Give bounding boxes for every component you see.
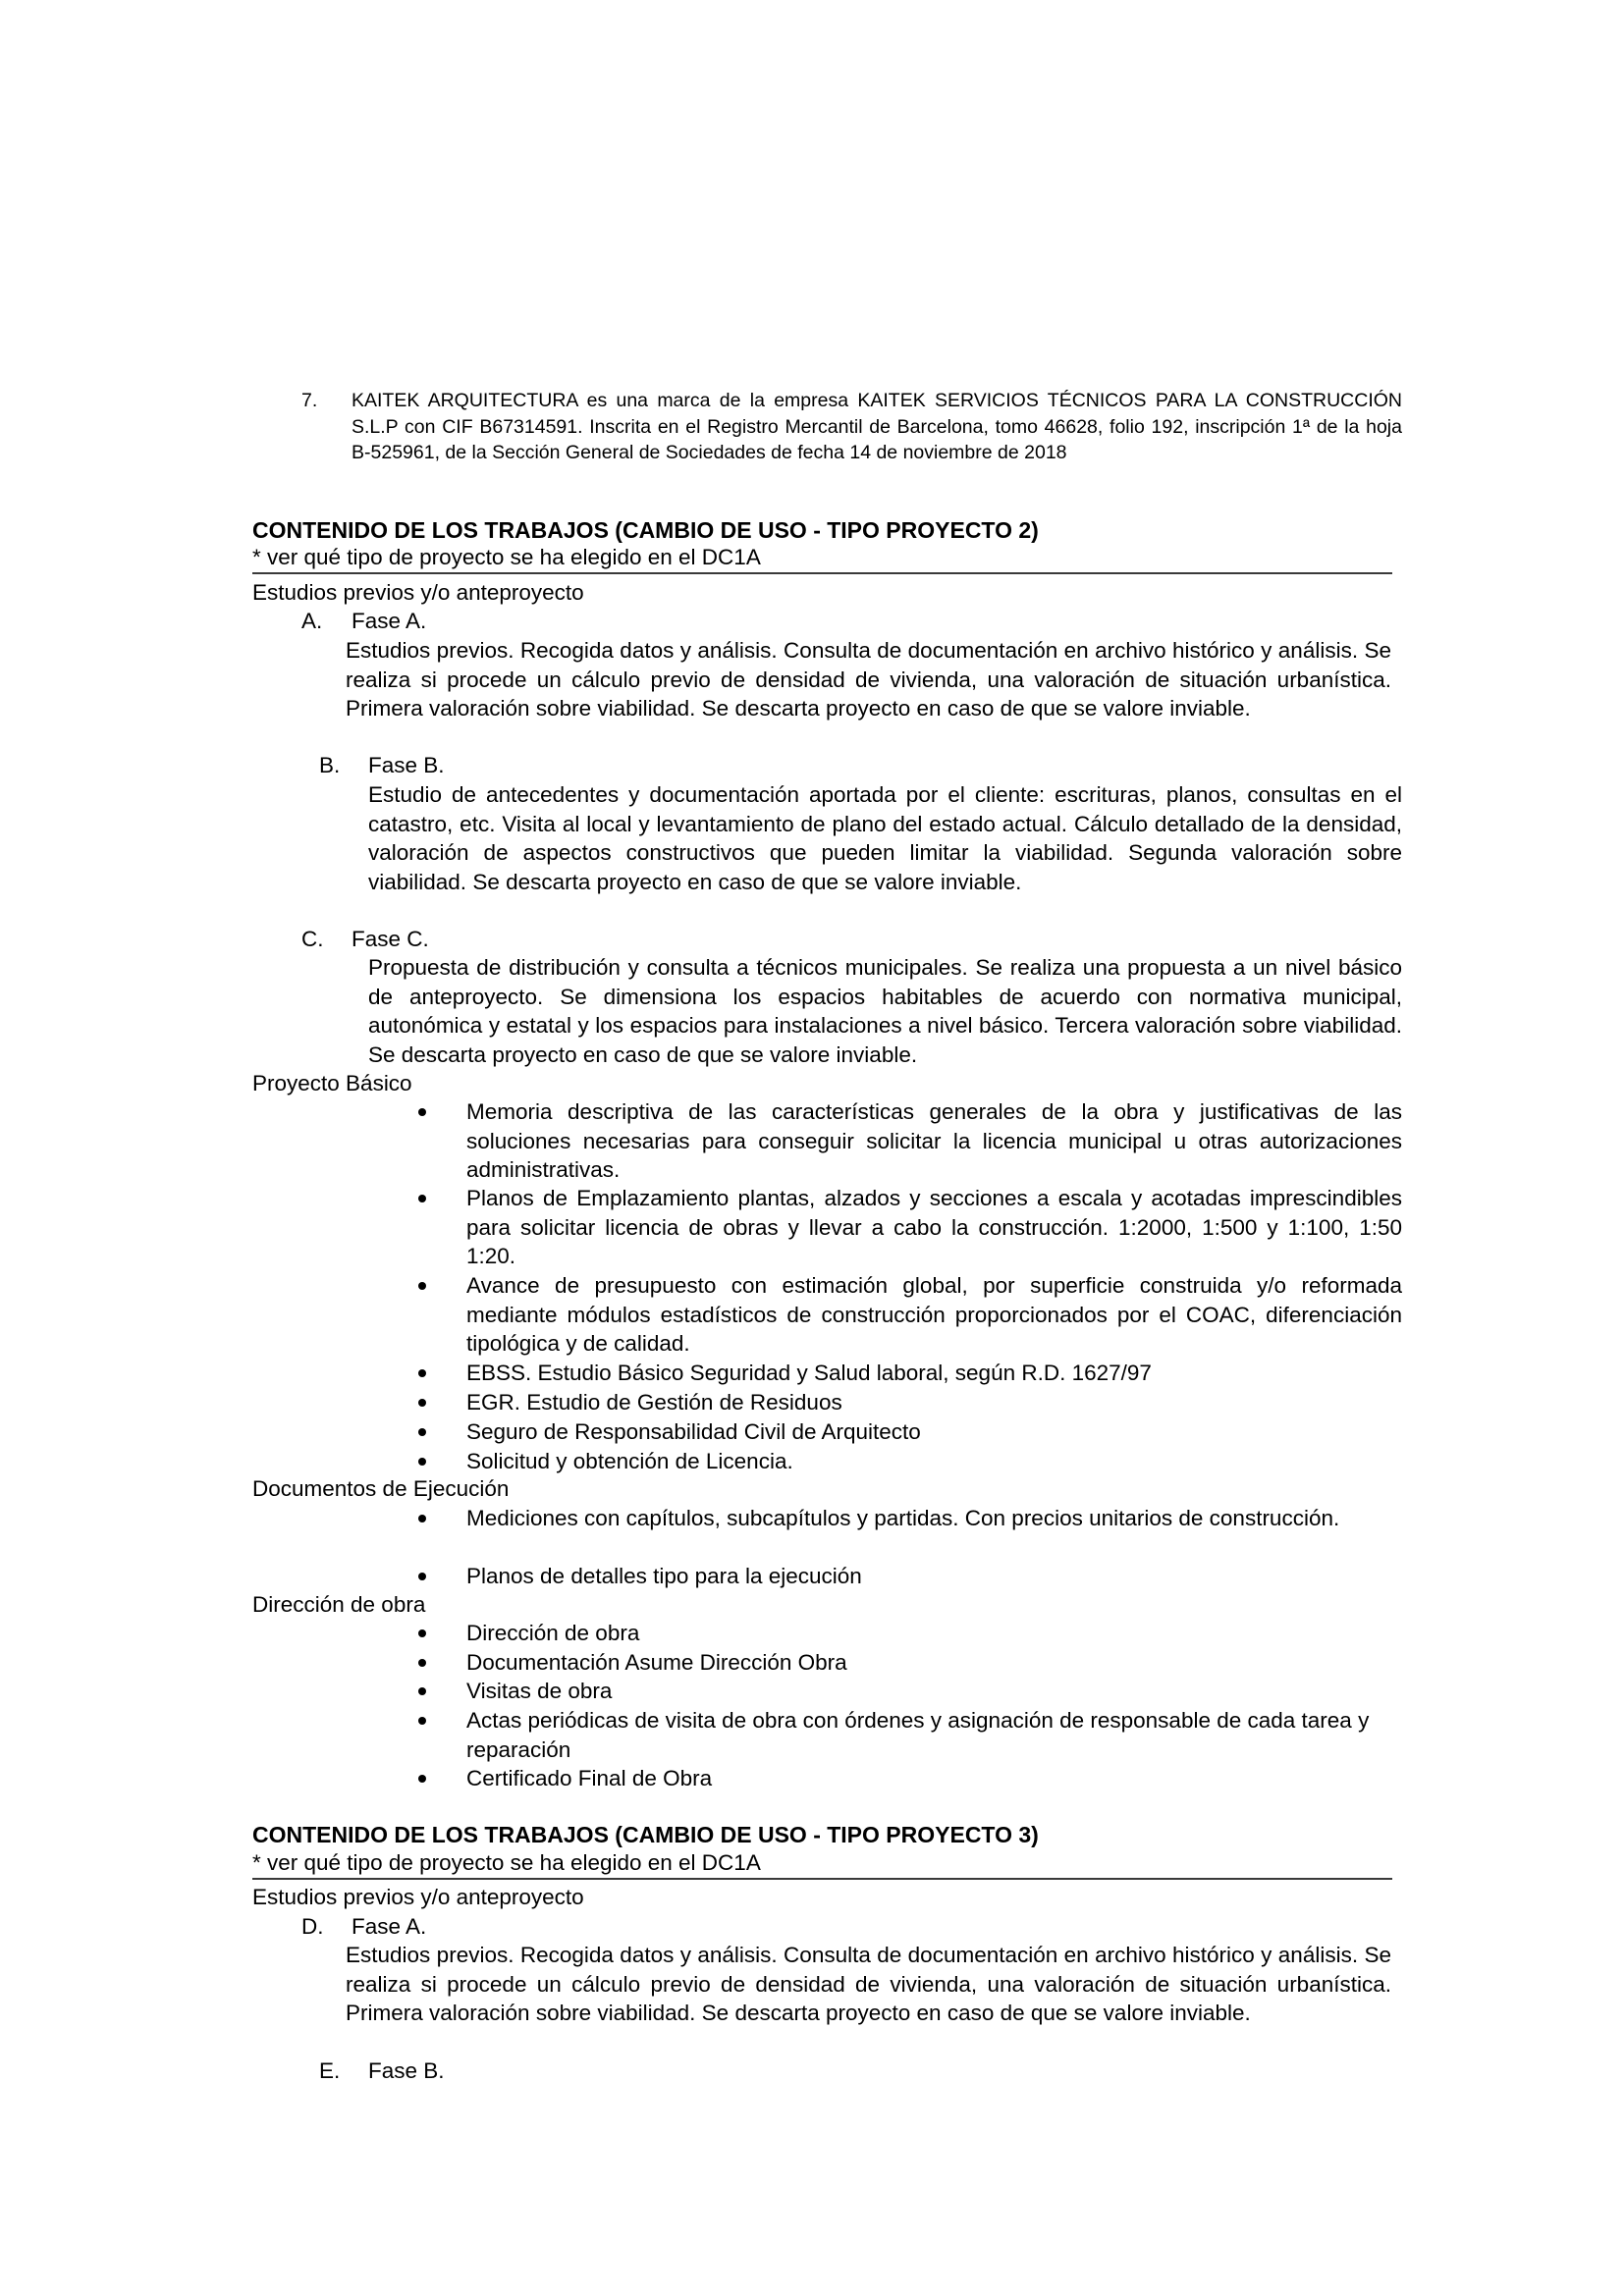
phase-title: Fase B. xyxy=(368,753,445,777)
bullet-text: Memoria descriptiva de las características generales de la obra y justificativas de las soluciones necesarias para conseguir solicitar la licencia municipal u otras autorizaciones administrativas. xyxy=(466,1099,1402,1183)
bullet-icon xyxy=(418,1428,426,1436)
bullet-icon xyxy=(418,1629,426,1637)
phase-letter: E. xyxy=(319,2058,341,2083)
bullet-text: Visitas de obra xyxy=(466,1679,613,1703)
estudios-label: Estudios previos y/o anteproyecto xyxy=(252,1885,584,1909)
bullet-icon xyxy=(418,1195,426,1202)
footnote-number: 7. xyxy=(301,390,318,411)
estudios-label: Estudios previos y/o anteproyecto xyxy=(252,580,584,605)
bullet-icon xyxy=(418,1515,426,1522)
phase-title: Fase A. xyxy=(352,1914,427,1939)
bullet-text: Planos de Emplazamiento plantas, alzados y secciones a escala y acotadas imprescindibles para solicitar licencia de obras y llevar a cabo la construcción. 1:2000, 1:500 y 1:100, 1:50 1:20. xyxy=(466,1186,1402,1269)
phase-letter: A. xyxy=(301,609,323,633)
bullet-text: Mediciones con capítulos, subcapítulos y partidas. Con precios unitarios de construcción. xyxy=(466,1506,1340,1530)
bullet-text: Avance de presupuesto con estimación global, por superficie construida y/o reformada mediante módulos estadísticos de construcción proporcionados por el COAC, diferenciación tipológica y de calidad. xyxy=(466,1273,1402,1357)
phase-letter: B. xyxy=(319,753,341,777)
bullet-text: EGR. Estudio de Gestión de Residuos xyxy=(466,1390,842,1415)
bullet-text: Seguro de Responsabilidad Civil de Arquitecto xyxy=(466,1419,921,1444)
bullet-icon xyxy=(418,1399,426,1407)
documentos-ejecucion-label: Documentos de Ejecución xyxy=(252,1476,510,1501)
proyecto-basico-label: Proyecto Básico xyxy=(252,1071,412,1095)
bullet-icon xyxy=(418,1458,426,1466)
bullet-text: EBSS. Estudio Básico Seguridad y Salud laboral, según R.D. 1627/97 xyxy=(466,1361,1152,1385)
bullet-text: Dirección de obra xyxy=(466,1621,640,1645)
section-divider xyxy=(252,572,1392,574)
bullet-text: Certificado Final de Obra xyxy=(466,1766,713,1790)
phase-text: Estudio de antecedentes y documentación aportada por el cliente: escrituras, planos, consultas en el catastro, etc. Visita al local y levantamiento de plano del estado actual. Cálculo detallado de la densidad, valoración de aspectos constructivos que pueden limitar la viabilidad. Segunda valoración sobre viabilidad. Se descarta proyecto en caso de que se valore inviable. xyxy=(368,782,1402,894)
bullet-text: Solicitud y obtención de Licencia. xyxy=(466,1449,793,1473)
bullet-text: Documentación Asume Dirección Obra xyxy=(466,1650,847,1675)
phase-title: Fase A. xyxy=(352,609,427,633)
bullet-text: Actas periódicas de visita de obra con órdenes y asignación de responsable de cada tarea y reparación xyxy=(466,1708,1370,1762)
bullet-icon xyxy=(418,1775,426,1783)
bullet-icon xyxy=(418,1717,426,1725)
section-title: CONTENIDO DE LOS TRABAJOS (CAMBIO DE USO - TIPO PROYECTO 2) xyxy=(252,517,1039,543)
bullet-icon xyxy=(418,1687,426,1695)
direccion-obra-label: Dirección de obra xyxy=(252,1592,426,1617)
footnote-text: KAITEK ARQUITECTURA es una marca de la empresa KAITEK SERVICIOS TÉCNICOS PARA LA CONSTRUCCIÓN S.L.P con CIF B67314591. Inscrita en el Registro Mercantil de Barcelona, tomo 46628, folio 192, inscripción 1ª de la hoja B-525961, de la Sección General de Sociedades de fecha 14 de noviembre de 2018 xyxy=(352,390,1402,463)
section-subtitle: * ver qué tipo de proyecto se ha elegido en el DC1A xyxy=(252,545,761,569)
phase-title: Fase B. xyxy=(368,2058,445,2083)
bullet-icon xyxy=(418,1369,426,1377)
bullet-icon xyxy=(418,1282,426,1290)
section-divider xyxy=(252,1878,1392,1880)
bullet-icon xyxy=(418,1573,426,1580)
bullet-icon xyxy=(418,1659,426,1667)
phase-letter: C. xyxy=(301,927,324,951)
section-title: CONTENIDO DE LOS TRABAJOS (CAMBIO DE USO - TIPO PROYECTO 3) xyxy=(252,1822,1039,1847)
bullet-text: Planos de detalles tipo para la ejecución xyxy=(466,1564,862,1588)
phase-text: Propuesta de distribución y consulta a técnicos municipales. Se realiza una propuesta a un nivel básico de anteproyecto. Se dimensiona los espacios habitables de acuerdo con normativa municipal, autonómica y estatal y los espacios para instalaciones a nivel básico. Tercera valoración sobre viabilidad. Se descarta proyecto en caso de que se valore inviable. xyxy=(368,955,1402,1067)
bullet-icon xyxy=(418,1108,426,1116)
phase-text: Estudios previos. Recogida datos y análisis. Consulta de documentación en archivo histórico y análisis. Se realiza si procede un cálculo previo de densidad de vivienda, una valoración de situación urbanística. Primera valoración sobre viabilidad. Se descarta proyecto en caso de que se valore inviable. xyxy=(346,1943,1391,2026)
phase-letter: D. xyxy=(301,1914,324,1939)
section-subtitle: * ver qué tipo de proyecto se ha elegido en el DC1A xyxy=(252,1850,761,1875)
phase-title: Fase C. xyxy=(352,927,429,951)
phase-text: Estudios previos. Recogida datos y análisis. Consulta de documentación en archivo histórico y análisis. Se realiza si procede un cálculo previo de densidad de vivienda, una valoración de situación urbanística. Primera valoración sobre viabilidad. Se descarta proyecto en caso de que se valore inviable. xyxy=(346,638,1391,721)
